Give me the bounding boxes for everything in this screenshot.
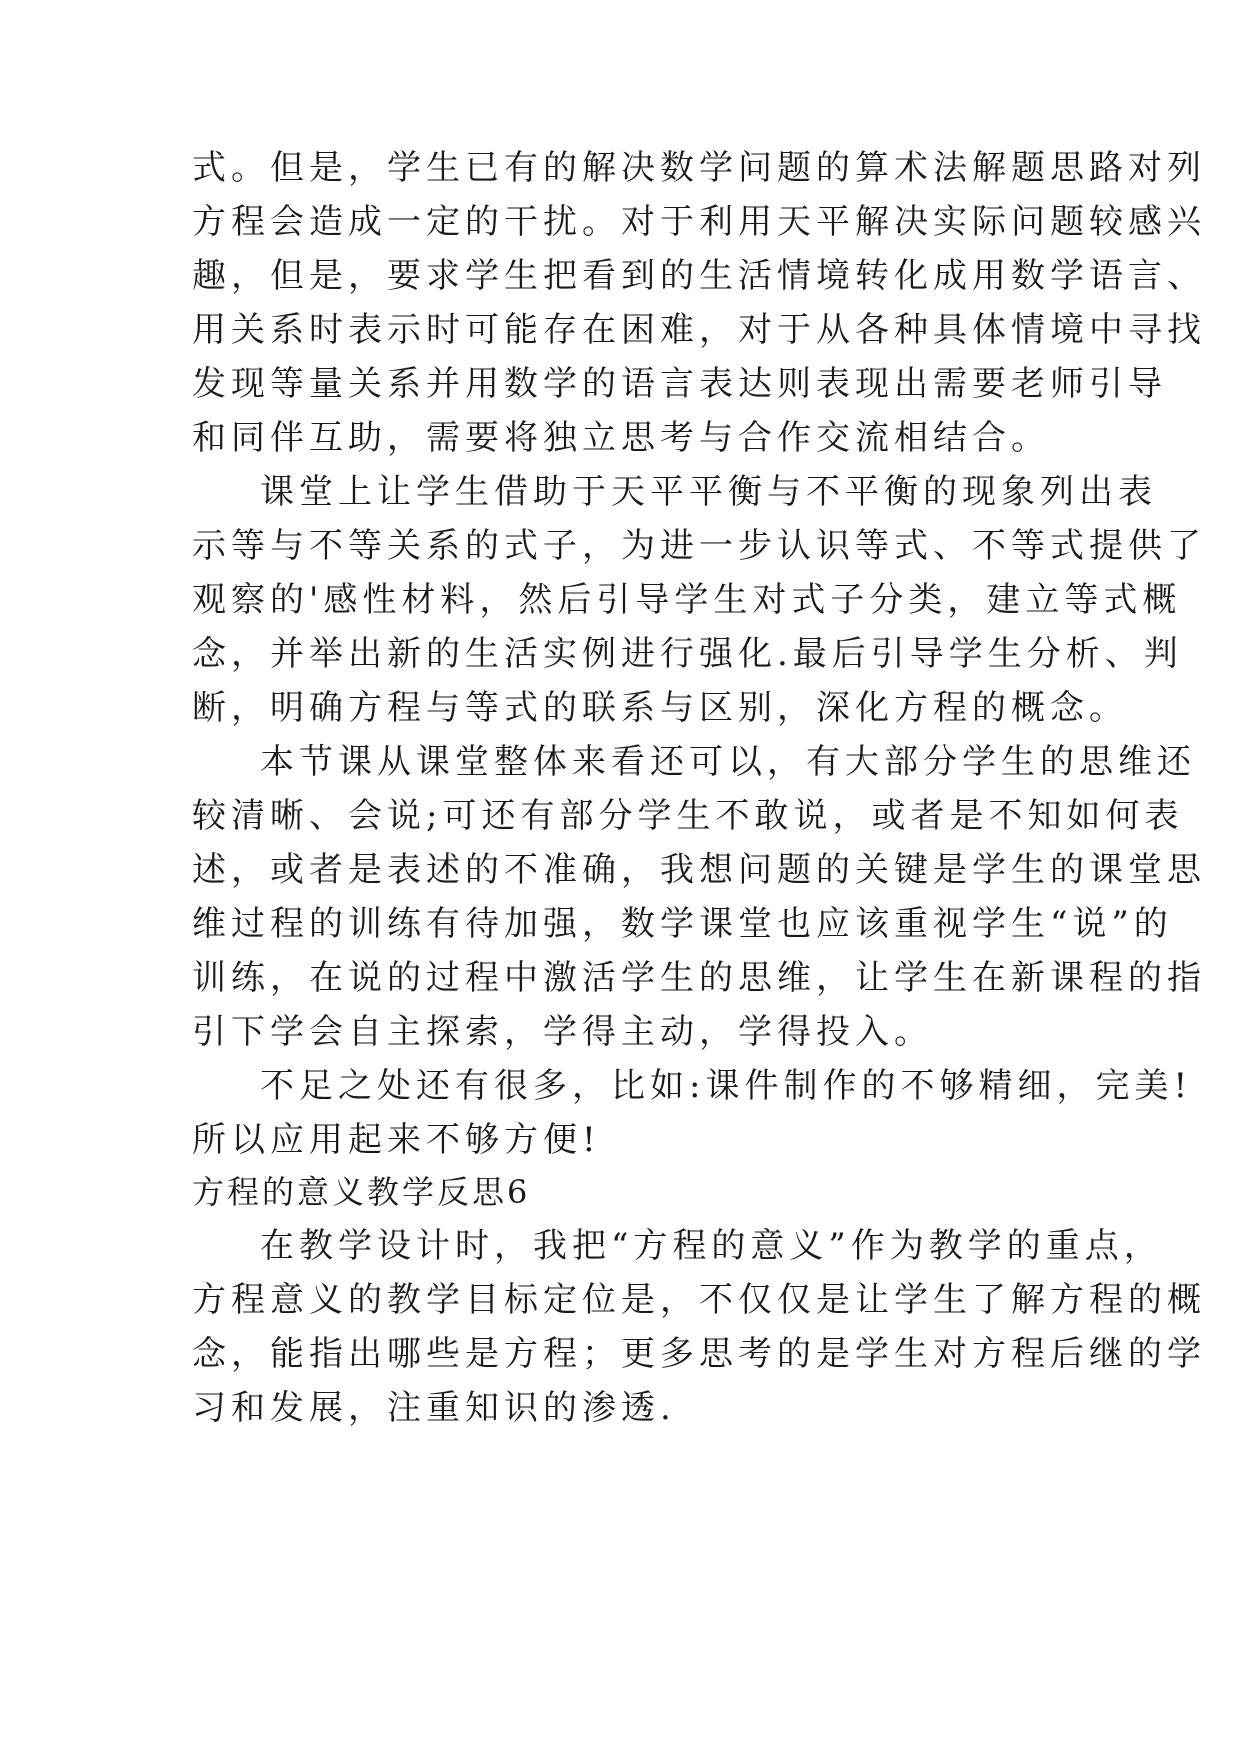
section-heading: 方程的意义教学反思6 — [192, 1173, 531, 1211]
paragraph-4-line-1: 不足之处还有很多，比如:课件制作的不够精细，完美! — [260, 1066, 1193, 1106]
paragraph-2-line-5: 断，明确方程与等式的联系与区别，深化方程的概念。 — [192, 688, 1128, 728]
paragraph-1-line-4: 用关系时表示时可能存在困难，对于从各种具体情境中寻找 — [192, 310, 1206, 350]
paragraph-3-line-3: 述，或者是表述的不准确，我想问题的关键是学生的课堂思 — [192, 850, 1206, 890]
paragraph-2-line-3: 观察的'感性材料，然后引导学生对式子分类，建立等式概 — [192, 580, 1182, 620]
paragraph-3-line-6: 引下学会自主探索，学得主动，学得投入。 — [192, 1012, 933, 1052]
paragraph-1-line-6: 和同伴互助，需要将独立思考与合作交流相结合。 — [192, 418, 1050, 458]
paragraph-4-line-2: 所以应用起来不够方便! — [192, 1120, 601, 1160]
paragraph-3-line-5: 训练，在说的过程中激活学生的思维，让学生在新课程的指 — [192, 958, 1206, 998]
paragraph-5-line-1: 在教学设计时，我把“方程的意义”作为教学的重点， — [260, 1226, 1163, 1266]
paragraph-3-line-1: 本节课从课堂整体来看还可以，有大部分学生的思维还 — [260, 742, 1196, 782]
paragraph-3-line-4: 维过程的训练有待加强，数学课堂也应该重视学生“说”的 — [192, 904, 1173, 944]
paragraph-2-line-1: 课堂上让学生借助于天平平衡与不平衡的现象列出表 — [260, 472, 1157, 512]
paragraph-2-line-2: 示等与不等关系的式子，为进一步认识等式、不等式提供了 — [192, 526, 1206, 566]
paragraph-5-line-2: 方程意义的教学目标定位是，不仅仅是让学生了解方程的概 — [192, 1280, 1206, 1320]
paragraph-1-line-1: 式。但是，学生已有的解决数学问题的算术法解题思路对列 — [192, 148, 1206, 188]
paragraph-3-line-2: 较清晰、会说;可还有部分学生不敢说，或者是不知如何表 — [192, 796, 1184, 836]
paragraph-1-line-2: 方程会造成一定的干扰。对于利用天平解决实际问题较感兴 — [192, 202, 1206, 242]
paragraph-5-line-4: 习和发展，注重知识的渗透. — [192, 1388, 676, 1428]
paragraph-1-line-5: 发现等量关系并用数学的语言表达则表现出需要老师引导 — [192, 364, 1167, 404]
paragraph-1-line-3: 趣，但是，要求学生把看到的生活情境转化成用数学语言、 — [192, 256, 1206, 296]
paragraph-5-line-3: 念，能指出哪些是方程；更多思考的是学生对方程后继的学 — [192, 1334, 1206, 1374]
paragraph-2-line-4: 念，并举出新的生活实例进行强化.最后引导学生分析、判 — [192, 634, 1183, 674]
